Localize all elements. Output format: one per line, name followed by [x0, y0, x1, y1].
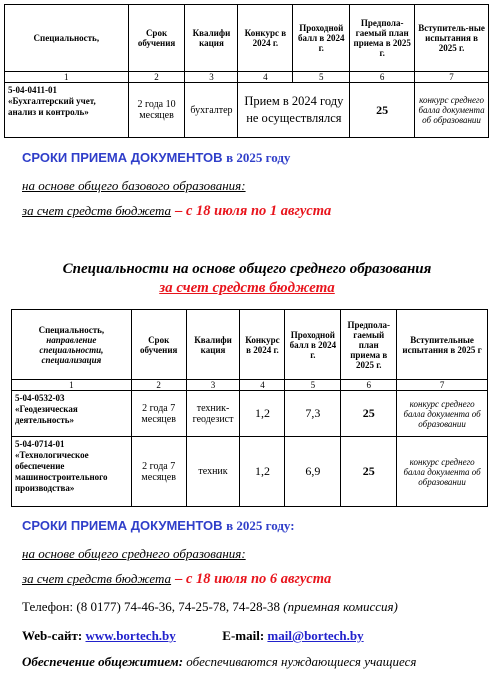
col-number: 6 [341, 380, 397, 391]
dormitory-line [22, 654, 416, 670]
specialty-header-label: Специальность, [38, 324, 105, 335]
col-number: 6 [350, 72, 415, 83]
col-number: 5 [285, 380, 341, 391]
table-header-row [12, 310, 488, 380]
deadlines-heading-2 [22, 518, 295, 534]
specialty-cell [5, 83, 129, 138]
phone-numbers: Телефон: (8 0177) 74-46-36, 74-25-78, 74-28-38 [22, 599, 281, 614]
website-label: Web-сайт: [22, 628, 83, 643]
col-header-competition: Конкурс в 2024 г. [240, 310, 285, 380]
website-link[interactable]: www.bortech.by [85, 628, 176, 643]
budget-deadline-1 [22, 202, 331, 220]
email-label: E-mail: [222, 628, 265, 643]
col-number: 2 [128, 72, 185, 83]
web-email-line [22, 628, 364, 644]
specialty-code: 5-04-0714-01 [15, 439, 65, 449]
exam-cell: конкурс среднего балла документа об образовании [397, 391, 488, 437]
funding-label: за счет средств бюджета [22, 203, 172, 218]
col-header-plan: Предпола-гаемый план приема в 2025 г. [341, 310, 397, 380]
col-number: 3 [186, 380, 240, 391]
dormitory-label: Обеспечение общежитием: [22, 654, 184, 669]
deadlines-year: в 2025 году [226, 150, 291, 165]
deadlines-heading-1 [22, 150, 290, 166]
deadlines-title: СРОКИ ПРИЕМА ДОКУМЕНТОВ [22, 518, 223, 533]
column-number-row [12, 380, 488, 391]
competition-cell: 1,2 [240, 437, 285, 507]
dormitory-text: обеспечиваются нуждающиеся учащиеся [186, 654, 417, 669]
col-header-qualification: Квалифи кация [186, 310, 240, 380]
table-row [5, 83, 489, 138]
plan-cell: 25 [350, 83, 415, 138]
col-number: 1 [12, 380, 132, 391]
qualification-cell: техник [186, 437, 240, 507]
col-header-qualification: Квалифи кация [185, 5, 238, 72]
table-row [12, 437, 488, 507]
table-specialties-secondary [11, 309, 488, 507]
email-link[interactable]: mail@bortech.by [267, 628, 364, 643]
specialty-cell [12, 391, 132, 437]
section-title: Специальности на основе общего среднего образования [62, 261, 432, 277]
col-number: 7 [397, 380, 488, 391]
competition-cell: 1,2 [240, 391, 285, 437]
exam-cell: конкурс среднего балла документа об образовании [397, 437, 488, 507]
admission-dates: – с 18 июля по 1 августа [175, 203, 332, 219]
col-number: 4 [238, 72, 293, 83]
col-header-term: Срок обучения [131, 310, 186, 380]
column-number-row [5, 72, 489, 83]
specialty-name: «Геодезическая деятельность» [15, 404, 78, 425]
col-header-term: Срок обучения [128, 5, 185, 72]
budget-deadline-2 [22, 570, 331, 588]
specialty-code: 5-04-0411-01 [8, 85, 57, 95]
education-basis-1: на основе общего базового образования: [22, 178, 246, 193]
table-row [12, 391, 488, 437]
score-cell: 7,3 [285, 391, 341, 437]
col-number: 1 [5, 72, 129, 83]
col-header-specialty: Специальность, [5, 5, 129, 72]
term-cell: 2 года 10 месяцев [128, 83, 185, 138]
admission-dates: – с 18 июля по 6 августа [175, 571, 332, 587]
phone-note: (приемная комиссия) [283, 599, 398, 614]
score-cell: 6,9 [285, 437, 341, 507]
table-specialties-basic [4, 4, 489, 138]
qualification-cell: техник-геодезист [186, 391, 240, 437]
specialty-name: «Технологическое обеспечение машиностроительного производства» [15, 450, 108, 493]
specialty-cell [12, 437, 132, 507]
phone-line [22, 599, 398, 615]
col-header-score: Проходной балл в 2024 г. [293, 5, 350, 72]
plan-cell: 25 [341, 391, 397, 437]
term-cell: 2 года 7 месяцев [131, 391, 186, 437]
plan-cell: 25 [341, 437, 397, 507]
col-number: 2 [131, 380, 186, 391]
specialty-code: 5-04-0532-03 [15, 393, 65, 403]
not-admitted-note: Прием в 2024 году не осуществлялся [238, 83, 350, 138]
col-header-score: Проходной балл в 2024 г. [285, 310, 341, 380]
col-header-plan: Предпола-гаемый план приема в 2025 г. [350, 5, 415, 72]
section-subtitle: за счет средств бюджета [159, 280, 335, 296]
term-cell: 2 года 7 месяцев [131, 437, 186, 507]
exam-cell: конкурс среднего балла документа об образовании [415, 83, 489, 138]
deadlines-year: в 2025 году: [226, 518, 295, 533]
col-number: 3 [185, 72, 238, 83]
col-header-exams: Вступительные испытания в 2025 г [397, 310, 488, 380]
specialty-name: «Бухгалтерский учет, анализ и контроль» [8, 96, 96, 117]
deadlines-title: СРОКИ ПРИЕМА ДОКУМЕНТОВ [22, 150, 223, 165]
specialty-header-subtitle: направление специальности, специализация [39, 334, 104, 365]
col-header-competition: Конкурс в 2024 г. [238, 5, 293, 72]
education-basis-2: на основе общего среднего образования: [22, 546, 246, 561]
table-header-row [5, 5, 489, 72]
col-number: 5 [293, 72, 350, 83]
col-number: 7 [415, 72, 489, 83]
qualification-cell: бухгалтер [185, 83, 238, 138]
col-header-specialty [12, 310, 132, 380]
col-header-exams: Вступитель-ные испытания в 2025 г. [415, 5, 489, 72]
col-number: 4 [240, 380, 285, 391]
funding-label: за счет средств бюджета [22, 571, 172, 586]
